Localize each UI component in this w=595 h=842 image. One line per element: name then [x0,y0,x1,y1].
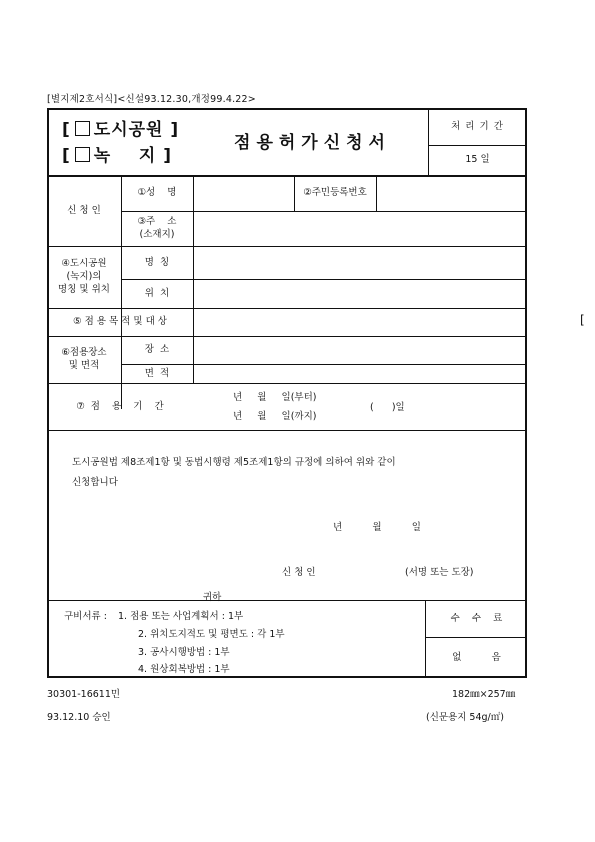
checkbox-green [75,147,90,162]
side-bracket: [ [580,313,585,327]
address-field[interactable] [194,212,526,245]
option-park[interactable]: [ 도시공원 ] [62,119,180,140]
park-location-label: 위 치 [144,287,170,299]
place-section-label [47,337,121,383]
form-header: [별지제2호서식]<신설93.12.30,개정99.4.22> [47,94,256,105]
checkbox-park [75,121,90,136]
footer-size: 182㎜×257㎜ [452,689,516,700]
park-section-label [47,247,121,308]
footer-approval: 93.12.10 승인 [47,712,111,723]
area-field[interactable] [194,365,526,382]
document-item-4: 4. 원상회복방법 : 1부 [138,664,230,675]
document-item-1: 1. 점용 또는 사업계획서 : 1부 [118,611,244,622]
declaration-text-line1: 도시공원법 제8조제1항 및 동법시행령 제5조제1항의 규정에 의하여 위와 같이 [72,457,396,468]
period-from[interactable]: 년 월 일(부터) [233,392,317,403]
signature-area[interactable]: (서명 또는 도장) [405,567,474,578]
park-location-field[interactable] [194,280,526,307]
place-label-line1: ⑥점용장소 [61,347,107,359]
processing-label: 처 리 기 간 [451,121,504,133]
period-to[interactable]: 년 월 일(까지) [233,411,317,422]
place-label-line2: 및 면적 [68,360,100,371]
place-label: 장 소 [144,344,170,356]
period-label: ⑦ 점 용 기 간 [76,400,164,412]
park-name-label: 명 칭 [144,256,170,268]
park-name-field[interactable] [194,248,526,278]
purpose-label: ⑤ 점 용 목 적 및 대 상 [73,316,167,328]
document-item-2: 2. 위치도지적도 및 평면도 : 각 1부 [138,629,285,640]
processing-value: 15 일 [465,154,490,166]
park-label-line3: 명칭 및 위치 [58,283,110,295]
title-options [62,118,210,168]
declaration-text-line2: 신청합니다 [72,477,118,488]
address-label [121,212,193,246]
place-field[interactable] [194,338,526,363]
name-label: ①성 명 [137,187,177,199]
documents-label: 구비서류 : [64,611,107,622]
id-number-label: ②주민등록번호 [303,187,367,199]
option-green[interactable]: [ 녹 지 ] [62,145,173,166]
purpose-field[interactable] [194,310,526,335]
applicant-section-label: 신 청 인 [67,204,101,216]
park-label-line1: ④도시공원 [61,258,107,270]
area-label: 면 적 [144,367,170,379]
declaration-date[interactable]: 년 월 일 [333,522,421,533]
page-title: 점용허가신청서 [234,132,391,153]
name-field[interactable] [194,177,293,210]
park-label-line2: (녹지)의 [66,271,102,283]
footer-code: 30301-16611민 [47,689,121,700]
fee-label: 수 수 료 [450,613,503,625]
period-days[interactable]: ( )일 [370,402,405,413]
id-number-field[interactable] [377,177,526,210]
address-label-sub: (소재지) [139,229,175,240]
address-label-main: ③주 소 [137,216,177,228]
applicant-sign-label: 신 청 인 [282,567,316,578]
fee-value: 없 음 [452,651,501,663]
addressee: 귀하 [203,592,222,603]
footer-paper: (신문용지 54g/㎡) [426,712,504,723]
document-item-3: 3. 공사시행방법 : 1부 [138,647,230,658]
